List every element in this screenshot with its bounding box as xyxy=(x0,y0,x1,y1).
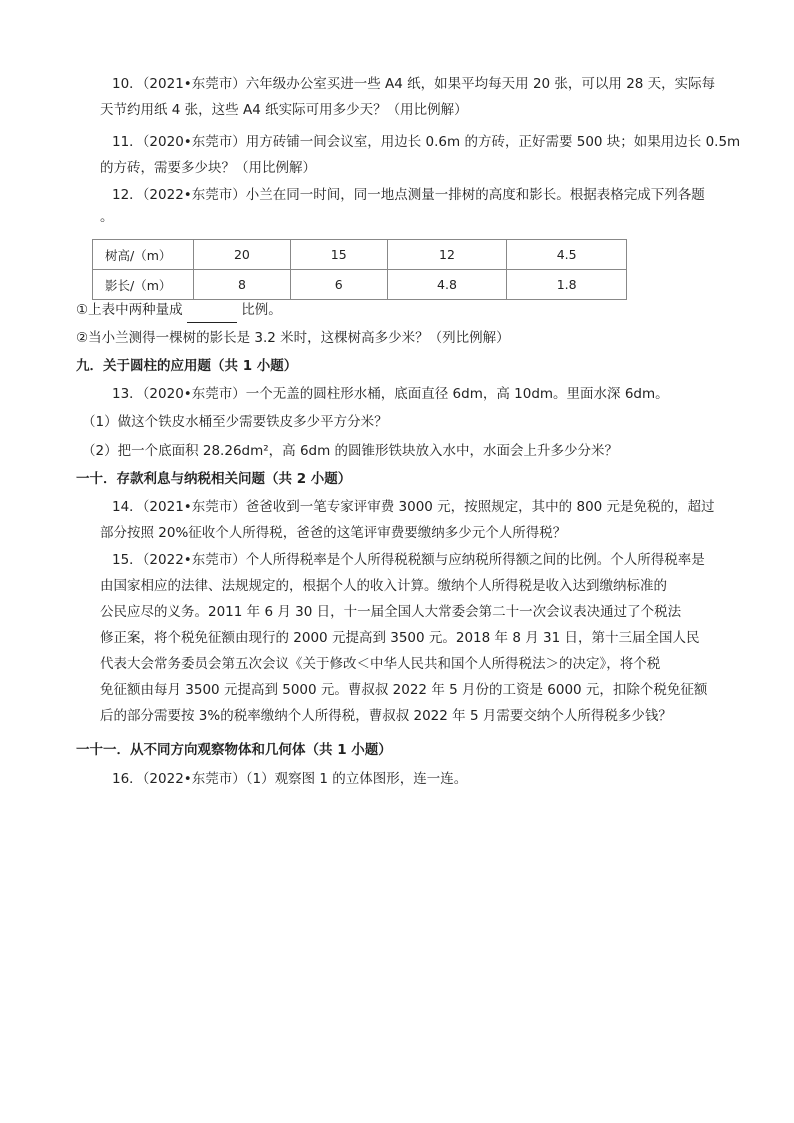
question-13-line-1: 13．（2020•东莞市）一个无盖的圆柱形水桶，底面直径 6dm，高 10dm。里面水深 6dm。 xyxy=(112,386,669,402)
table-cell: 8 xyxy=(194,270,291,300)
table-row xyxy=(93,240,627,270)
question-15-line-7: 后的部分需要按 3%的税率缴纳个人所得税，曹叔叔 2022 年 5 月需要交纳个人所得税多少钱？ xyxy=(100,708,672,724)
row-header-tree-height: 树高/（m） xyxy=(93,240,194,270)
question-11 xyxy=(100,129,741,181)
question-14-line-2: 部分按照 20%征收个人所得税，爸爸的这笔评审费要缴纳多少元个人所得税？ xyxy=(100,525,567,541)
table-cell: 1.8 xyxy=(507,270,627,300)
question-15-line-5: 代表大会常务委员会第五次会议《关于修改＜中华人民共和国个人所得税法＞的决定》，将个税 xyxy=(100,656,661,672)
sub-1-text-after: 比例。 xyxy=(241,302,282,318)
question-14-line-1: 14．（2021•东莞市）爸爸收到一笔专家评审费 3000 元，按照规定，其中的 800 元是免税的，超过 xyxy=(112,499,715,515)
question-15-line-4: 修正案，将个税免征额由现行的 2000 元提高到 3500 元。2018 年 8 月 31 日，第十三届全国人民 xyxy=(100,630,700,646)
table-cell: 15 xyxy=(290,240,387,270)
question-15-line-1: 15．（2022•东莞市）个人所得税率是个人所得税税额与应纳税所得额之间的比例。个人所得税率是 xyxy=(112,552,705,568)
question-12-line-2: 。 xyxy=(100,209,114,225)
table-cell: 4.8 xyxy=(387,270,507,300)
question-14 xyxy=(100,494,715,546)
sub-1-text: （1）做这个铁皮水桶至少需要铁皮多少平方分米？ xyxy=(82,414,388,430)
question-11-line-1: 11．（2020•东莞市）用方砖铺一间会议室，用边长 0.6m 的方砖，正好需要 500 块；如果用边长 0.5m xyxy=(112,134,741,150)
question-10-line-1: 10．（2021•东莞市）六年级办公室买进一些 A4 纸，如果平均每天用 20 张，可以用 28 天，实际每 xyxy=(112,76,716,92)
question-12 xyxy=(100,182,705,230)
table-cell: 6 xyxy=(290,270,387,300)
question-10 xyxy=(100,71,716,123)
answer-blank xyxy=(187,306,237,323)
tree-height-shadow-table xyxy=(92,239,627,300)
question-15-line-3: 公民应尽的义务。2011 年 6 月 30 日，十一届全国人大常委会第二十一次会议表决通过了个税法 xyxy=(100,604,682,620)
question-10-line-2: 天节约用纸 4 张，这些 A4 纸实际可用多少天？（用比例解） xyxy=(100,102,468,118)
sub-2-text: ②当小兰测得一棵树的影长是 3.2 米时，这棵树高多少米？（列比例解） xyxy=(76,330,510,346)
table-row xyxy=(93,270,627,300)
section-heading-11: 一十一．从不同方向观察物体和几何体（共 1 小题） xyxy=(76,742,392,758)
table-cell: 12 xyxy=(387,240,507,270)
question-15 xyxy=(100,547,708,729)
question-12-line-1: 12．（2022•东莞市）小兰在同一时间，同一地点测量一排树的高度和影长。根据表格完成下列各题 xyxy=(112,187,705,203)
question-16 xyxy=(112,766,467,792)
question-13-sub-2 xyxy=(82,438,618,464)
question-11-line-2: 的方砖，需要多少块？（用比例解） xyxy=(100,160,316,176)
question-15-line-6: 免征额由每月 3500 元提高到 5000 元。曹叔叔 2022 年 5 月份的工资是 6000 元，扣除个税免征额 xyxy=(100,682,708,698)
question-15-line-2: 由国家相应的法律、法规规定的，根据个人的收入计算。缴纳个人所得税是收入达到缴纳标准的 xyxy=(100,578,667,594)
question-16-line-1: 16．（2022•东莞市）（1）观察图 1 的立体图形，连一连。 xyxy=(112,771,468,787)
row-header-shadow-length: 影长/（m） xyxy=(93,270,194,300)
sub-2-text: （2）把一个底面积 28.26dm²，高 6dm 的圆锥形铁块放入水中，水面会上升多少分米？ xyxy=(82,443,619,459)
question-13-sub-1 xyxy=(82,409,388,435)
question-12-sub-2 xyxy=(76,325,510,351)
sub-1-text-before: ①上表中两种量成 xyxy=(76,302,183,318)
question-12-sub-1 xyxy=(76,297,282,323)
section-heading-10: 一十．存款利息与纳税相关问题（共 2 小题） xyxy=(76,471,352,487)
section-heading-9: 九．关于圆柱的应用题（共 1 小题） xyxy=(76,358,298,374)
question-13 xyxy=(112,381,669,407)
table-cell: 4.5 xyxy=(507,240,627,270)
table-cell: 20 xyxy=(194,240,291,270)
